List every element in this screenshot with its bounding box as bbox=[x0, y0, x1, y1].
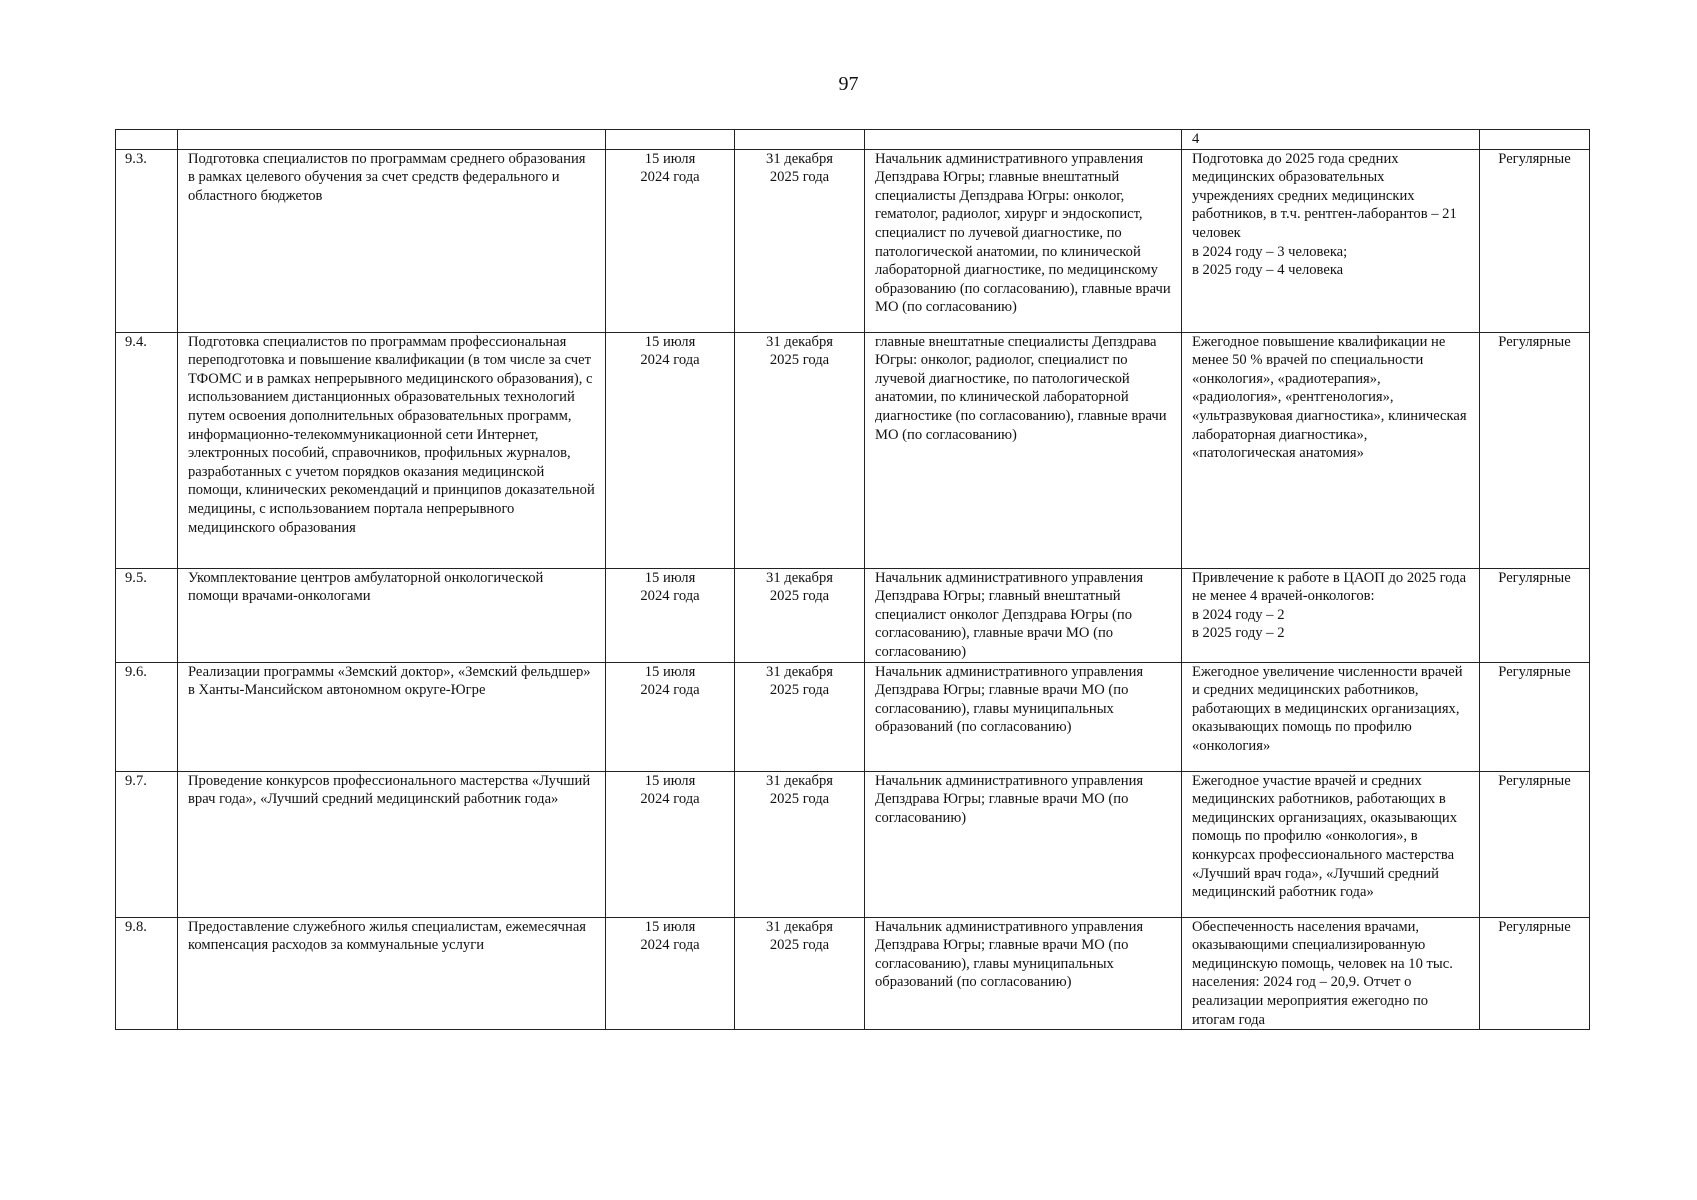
end-date-cell bbox=[735, 771, 865, 917]
end-date-cell-line: 2025 года bbox=[769, 352, 830, 369]
page-number: 97 bbox=[838, 73, 859, 95]
type-cell: Регулярные bbox=[1480, 771, 1590, 917]
end-date-cell-line: 31 декабря bbox=[766, 663, 833, 680]
start-date-cell-line: 15 июля bbox=[644, 663, 696, 680]
end-date-cell-line: 2025 года bbox=[769, 937, 830, 954]
row-number: 9.3. bbox=[116, 149, 178, 332]
result-cell: Ежегодное повышение квалификации не менее 50 % врачей по специальности «онкология», «радиотерапия», «радиология», «рентгенология», «ультразвуковая диагностика», клиническая лабораторная диагностика», «патологическая анатомия» bbox=[1182, 332, 1480, 568]
header-cell-start bbox=[606, 130, 735, 150]
start-date-cell bbox=[606, 568, 735, 662]
header-cell-activity bbox=[178, 130, 606, 150]
end-date-cell-line: 31 декабря bbox=[766, 772, 833, 789]
start-date-cell-line: 15 июля bbox=[644, 772, 696, 789]
start-date-cell-line: 15 июля bbox=[644, 569, 696, 586]
activity-cell: Проведение конкурсов профессионального мастерства «Лучший врач года», «Лучший средний медицинский работник года» bbox=[178, 771, 606, 917]
end-date-cell-line: 2025 года bbox=[769, 588, 830, 605]
responsible-cell: Начальник административного управления Депздрава Югры; главные врачи МО (по согласованию) bbox=[865, 771, 1182, 917]
start-date-cell-line: 2024 года bbox=[640, 682, 700, 699]
responsible-cell: Начальник административного управления Депздрава Югры; главные врачи МО (по согласованию), главы муниципальных образований (по согласованию) bbox=[865, 662, 1182, 771]
table-row bbox=[116, 662, 1590, 771]
table-row bbox=[116, 149, 1590, 332]
start-date-cell bbox=[606, 917, 735, 1030]
end-date-cell bbox=[735, 917, 865, 1030]
activity-cell: Укомплектование центров амбулаторной онкологической помощи врачами-онкологами bbox=[178, 568, 606, 662]
activity-cell: Подготовка специалистов по программам профессиональная переподготовка и повышение квалификации (в том числе за счет ТФОМС и в рамках непрерывного медицинского образования), с использованием дистанционных образовательных технологий путем освоения дополнительных образовательных программ, информационно-телекоммуникационной сети Интернет, электронных пособий, справочников, профильных журналов, разработанных с учетом порядков оказания медицинской помощи, клинических рекомендаций и принципов доказательной медицины, с использованием портала непрерывного медицинского образования bbox=[178, 332, 606, 568]
result-cell: Обеспеченность населения врачами, оказывающими специализированную медицинскую помощь, человек на 10 тыс. населения: 2024 год – 20,9. Отчет о реализации мероприятия ежегодно по итогам года bbox=[1182, 917, 1480, 1030]
activity-cell: Реализации программы «Земский доктор», «Земский фельдшер» в Ханты-Мансийском автономном округе-Югре bbox=[178, 662, 606, 771]
activities-table bbox=[115, 129, 1590, 1030]
table-row bbox=[116, 917, 1590, 1030]
header-cell-end bbox=[735, 130, 865, 150]
start-date-cell bbox=[606, 662, 735, 771]
table-row bbox=[116, 568, 1590, 662]
row-number: 9.8. bbox=[116, 917, 178, 1030]
end-date-cell-line: 31 декабря bbox=[766, 918, 833, 935]
result-cell: Ежегодное увеличение численности врачей и средних медицинских работников, работающих в медицинских организациях, оказывающих помощь по профилю «онкология» bbox=[1182, 662, 1480, 771]
start-date-cell-line: 2024 года bbox=[640, 352, 700, 369]
end-date-cell bbox=[735, 568, 865, 662]
result-cell: Ежегодное участие врачей и средних медицинских работников, работающих в медицинских организациях, оказывающих помощь по профилю «онкология», в конкурсах профессионального мастерства «Лучший врач года», «Лучший средний медицинский работник года» bbox=[1182, 771, 1480, 917]
header-cell-result: 4 bbox=[1182, 130, 1480, 150]
end-date-cell-line: 2025 года bbox=[769, 682, 830, 699]
responsible-cell: Начальник административного управления Депздрава Югры; главные внештатный специалисты Депздрава Югры: онколог, гематолог, радиолог, хирург и эндоскопист, специалист по лучевой диагностике, по патологической анатомии, по клинической лабораторной диагностике, по медицинскому образованию (по согласованию), главные врачи МО (по согласованию) bbox=[865, 149, 1182, 332]
start-date-cell-line: 2024 года bbox=[640, 791, 700, 808]
end-date-cell-line: 31 декабря bbox=[766, 569, 833, 586]
type-cell: Регулярные bbox=[1480, 332, 1590, 568]
type-cell: Регулярные bbox=[1480, 662, 1590, 771]
responsible-cell: Начальник административного управления Депздрава Югры; главные врачи МО (по согласованию), главы муниципальных образований (по согласованию) bbox=[865, 917, 1182, 1030]
result-cell: Подготовка до 2025 года средних медицинских образовательных учреждениях средних медицинских работников, в т.ч. рентген-лаборантов – 21 человек в 2024 году – 3 человека; в 2025 году – 4 человека bbox=[1182, 149, 1480, 332]
start-date-cell-line: 2024 года bbox=[640, 588, 700, 605]
header-cell-type bbox=[1480, 130, 1590, 150]
type-cell: Регулярные bbox=[1480, 917, 1590, 1030]
end-date-cell bbox=[735, 662, 865, 771]
activity-cell: Предоставление служебного жилья специалистам, ежемесячная компенсация расходов за коммунальные услуги bbox=[178, 917, 606, 1030]
result-cell: Привлечение к работе в ЦАОП до 2025 года не менее 4 врачей-онкологов: в 2024 году – 2 в 2025 году – 2 bbox=[1182, 568, 1480, 662]
row-number: 9.4. bbox=[116, 332, 178, 568]
table-row bbox=[116, 771, 1590, 917]
end-date-cell-line: 2025 года bbox=[769, 791, 830, 808]
start-date-cell-line: 2024 года bbox=[640, 169, 700, 186]
start-date-cell bbox=[606, 149, 735, 332]
end-date-cell bbox=[735, 149, 865, 332]
end-date-cell-line: 2025 года bbox=[769, 169, 830, 186]
responsible-cell: Начальник административного управления Депздрава Югры; главный внештатный специалист онколог Депздрава Югры (по согласованию), главные врачи МО (по согласованию) bbox=[865, 568, 1182, 662]
start-date-cell bbox=[606, 332, 735, 568]
activity-cell: Подготовка специалистов по программам среднего образования в рамках целевого обучения за счет средств федерального и областного бюджетов bbox=[178, 149, 606, 332]
start-date-cell-line: 2024 года bbox=[640, 937, 700, 954]
start-date-cell-line: 15 июля bbox=[644, 918, 696, 935]
type-cell: Регулярные bbox=[1480, 149, 1590, 332]
start-date-cell-line: 15 июля bbox=[644, 150, 696, 167]
row-number: 9.6. bbox=[116, 662, 178, 771]
end-date-cell-line: 31 декабря bbox=[766, 150, 833, 167]
header-cell-number bbox=[116, 130, 178, 150]
header-cell-responsible bbox=[865, 130, 1182, 150]
table-header-row bbox=[116, 130, 1590, 150]
responsible-cell: главные внештатные специалисты Депздрава Югры: онколог, радиолог, специалист по лучевой диагностике, по патологической анатомии, по клинической лабораторной диагностике (по согласованию), главные врачи МО (по согласованию) bbox=[865, 332, 1182, 568]
start-date-cell-line: 15 июля bbox=[644, 333, 696, 350]
row-number: 9.7. bbox=[116, 771, 178, 917]
end-date-cell-line: 31 декабря bbox=[766, 333, 833, 350]
end-date-cell bbox=[735, 332, 865, 568]
start-date-cell bbox=[606, 771, 735, 917]
table-row bbox=[116, 332, 1590, 568]
type-cell: Регулярные bbox=[1480, 568, 1590, 662]
row-number: 9.5. bbox=[116, 568, 178, 662]
